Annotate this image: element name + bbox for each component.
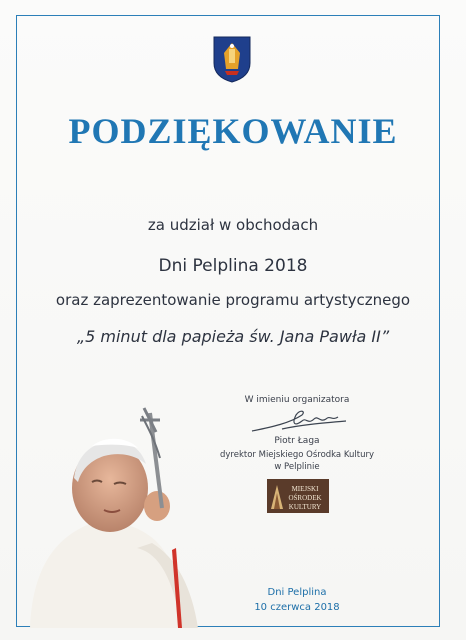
signer-role-line1: dyrektor Miejskiego Ośrodka Kultury <box>220 450 374 460</box>
program-title: „5 minut dla papieża św. Jana Pawła II” <box>76 327 390 346</box>
presentation-text: oraz zaprezentowanie programu artystycznego <box>55 291 411 309</box>
mok-logo <box>267 479 329 513</box>
participation-text: za udział w obchodach <box>147 216 319 234</box>
handwritten-signature <box>242 405 352 435</box>
signer-name: Piotr Łaga <box>274 436 320 446</box>
signer-role <box>212 449 382 473</box>
signature-block <box>212 395 382 473</box>
footer <box>222 585 372 615</box>
logo-line2: OŚRODEK <box>288 494 322 502</box>
footer-event: Dni Pelplina <box>267 587 327 598</box>
footer-date: 10 czerwca 2018 <box>254 602 340 613</box>
pelplin-coat-of-arms-icon <box>212 35 252 83</box>
logo-line1: MIEJSKI <box>291 485 319 493</box>
signature-label: W imieniu organizatora <box>244 395 350 405</box>
signer-role-line2: w Pelplinie <box>274 462 320 472</box>
pope-with-crosier-photo <box>22 398 212 628</box>
certificate-title: PODZIĘKOWANIE <box>68 111 398 151</box>
logo-line3: KULTURY <box>288 503 322 511</box>
event-name: Dni Pelplina 2018 <box>158 256 308 276</box>
